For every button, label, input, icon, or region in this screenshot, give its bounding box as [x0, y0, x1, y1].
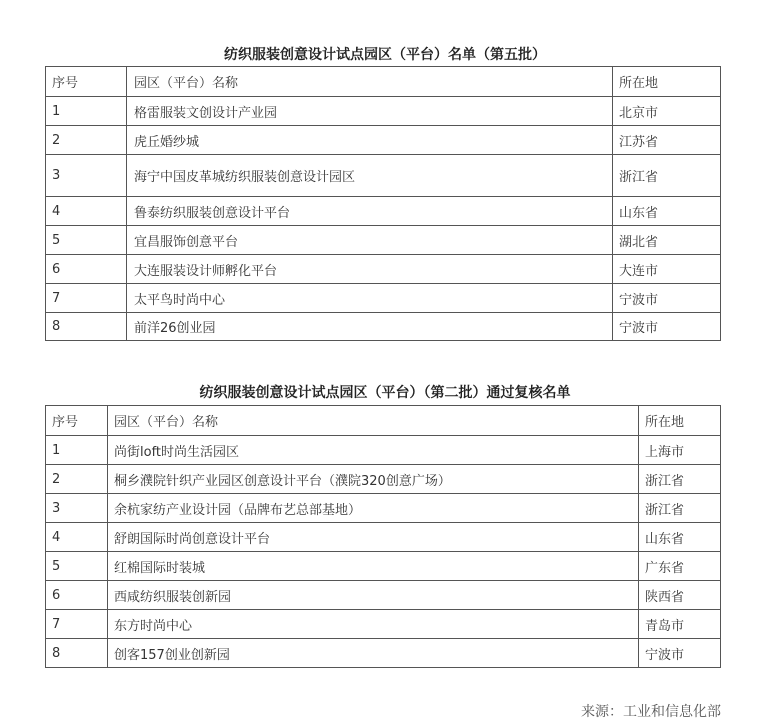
row-name: 前洋26创业园 [127, 313, 613, 341]
header-name: 园区（平台）名称 [127, 67, 613, 97]
row-no: 3 [46, 494, 108, 523]
row-name: 格雷服装文创设计产业园 [127, 97, 613, 126]
table-row [46, 255, 721, 284]
pilot-parks-table-batch5 [45, 66, 721, 341]
row-no: 6 [46, 581, 108, 610]
table-row [46, 197, 721, 226]
row-no: 1 [46, 97, 127, 126]
row-no: 1 [46, 436, 108, 465]
table-row [46, 639, 721, 668]
row-name: 大连服装设计师孵化平台 [127, 255, 613, 284]
row-location: 山东省 [613, 197, 721, 226]
header-no: 序号 [46, 406, 108, 436]
row-name: 尚街loft时尚生活园区 [108, 436, 639, 465]
table-row [46, 552, 721, 581]
row-location: 浙江省 [639, 494, 721, 523]
row-no: 2 [46, 126, 127, 155]
table-row [46, 523, 721, 552]
row-location: 北京市 [613, 97, 721, 126]
row-no: 7 [46, 284, 127, 313]
table1-title: 纺织服装创意设计试点园区（平台）名单（第五批） [224, 47, 546, 63]
row-no: 5 [46, 226, 127, 255]
row-name: 海宁中国皮革城纺织服装创意设计园区 [127, 155, 613, 197]
table-row [46, 226, 721, 255]
table2-title: 纺织服装创意设计试点园区（平台）（第二批）通过复核名单 [199, 385, 571, 401]
row-no: 8 [46, 313, 127, 341]
row-no: 7 [46, 610, 108, 639]
row-name: 创客157创业创新园 [108, 639, 639, 668]
row-name: 舒朗国际时尚创意设计平台 [108, 523, 639, 552]
row-no: 5 [46, 552, 108, 581]
row-no: 4 [46, 197, 127, 226]
row-location: 上海市 [639, 436, 721, 465]
row-name: 虎丘婚纱城 [127, 126, 613, 155]
row-location: 湖北省 [613, 226, 721, 255]
table-row [46, 465, 721, 494]
header-location: 所在地 [639, 406, 721, 436]
row-location: 宁波市 [613, 284, 721, 313]
table-row [46, 97, 721, 126]
table-row [46, 284, 721, 313]
table-row [46, 494, 721, 523]
header-no: 序号 [46, 67, 127, 97]
row-name: 宜昌服饰创意平台 [127, 226, 613, 255]
row-location: 陕西省 [639, 581, 721, 610]
row-location: 广东省 [639, 552, 721, 581]
table-row [46, 581, 721, 610]
row-location: 大连市 [613, 255, 721, 284]
row-location: 宁波市 [639, 639, 721, 668]
header-location: 所在地 [613, 67, 721, 97]
row-name: 太平鸟时尚中心 [127, 284, 613, 313]
row-name: 桐乡濮院针织产业园区创意设计平台（濮院320创意广场） [108, 465, 639, 494]
header-name: 园区（平台）名称 [108, 406, 639, 436]
source-credit: 来源：工业和信息化部 [581, 704, 721, 720]
row-name: 鲁泰纺织服装创意设计平台 [127, 197, 613, 226]
row-location: 浙江省 [639, 465, 721, 494]
row-location: 浙江省 [613, 155, 721, 197]
row-location: 宁波市 [613, 313, 721, 341]
table-row [46, 313, 721, 341]
row-no: 4 [46, 523, 108, 552]
row-no: 3 [46, 155, 127, 197]
row-name: 西咸纺织服装创新园 [108, 581, 639, 610]
row-no: 2 [46, 465, 108, 494]
row-no: 8 [46, 639, 108, 668]
row-name: 红棉国际时装城 [108, 552, 639, 581]
pilot-parks-table-batch2-review [45, 405, 721, 668]
table-row [46, 436, 721, 465]
table-row [46, 155, 721, 197]
table-header-row [46, 67, 721, 97]
row-name: 余杭家纺产业设计园（品牌布艺总部基地） [108, 494, 639, 523]
table-header-row [46, 406, 721, 436]
row-location: 青岛市 [639, 610, 721, 639]
row-name: 东方时尚中心 [108, 610, 639, 639]
row-location: 山东省 [639, 523, 721, 552]
table-row [46, 610, 721, 639]
row-no: 6 [46, 255, 127, 284]
row-location: 江苏省 [613, 126, 721, 155]
table-row [46, 126, 721, 155]
